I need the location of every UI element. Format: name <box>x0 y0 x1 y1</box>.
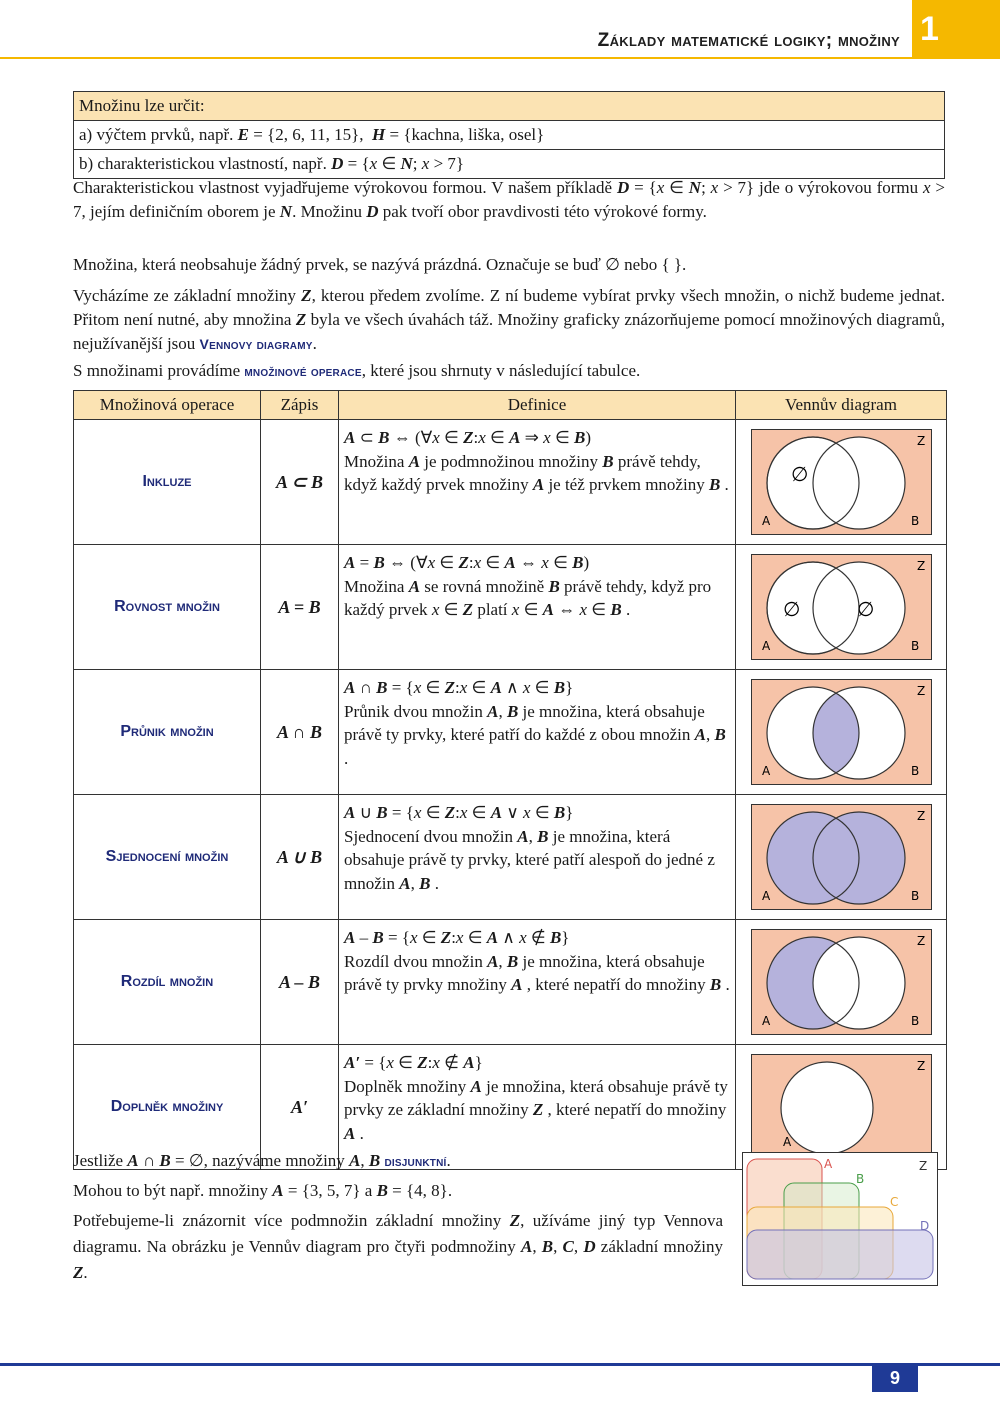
column-header-notation: Zápis <box>261 391 339 420</box>
chapter-number-badge <box>912 0 1000 59</box>
operation-symbol: A′ <box>261 1045 339 1170</box>
label-z: Z <box>916 1059 925 1073</box>
table-row <box>74 920 947 1045</box>
venn-cell <box>736 920 947 1045</box>
operation-symbol: A = B <box>261 545 339 670</box>
paragraph-disjoint: Jestliže A ∩ B = ∅, nazýváme množiny A, B disjunktní. <box>73 1151 451 1170</box>
label-z: Z <box>916 434 925 448</box>
operation-symbol: A ⊂ B <box>261 420 339 545</box>
definition-box <box>73 91 945 179</box>
footer-divider <box>0 1363 1000 1366</box>
empty-set-symbol: ∅ <box>856 597 874 621</box>
venn-cell <box>736 670 947 795</box>
venn-diagram-union <box>751 804 932 910</box>
paragraph-four-sets: Potřebujeme-li znázornit více podmnožin základní množiny Z, užíváme jiný typ Vennova diagramu. Na obrázku je Vennův diagram pro čtyři podmnožiny A, B, C, D základní množiny Z. <box>73 1211 724 1282</box>
operation-name: Doplněk množiny <box>74 1045 261 1170</box>
operation-name: Rovnost množin <box>74 545 261 670</box>
operation-definition: A ∪ B = {x ∈ Z:x ∈ A ∨ x ∈ B} Sjednocení dvou množin A, B je množina, která obsahuje právě ty prvky, které patří alespoň do jedné z množin A, B . <box>339 795 736 920</box>
venn-diagram-difference <box>751 929 932 1035</box>
definition-box-title: Množinu lze určit: <box>74 92 945 121</box>
paragraph-example: Mohou to být např. množiny A = {3, 5, 7} a B = {4, 8}. <box>73 1181 453 1200</box>
operation-definition: A ∩ B = {x ∈ Z:x ∈ A ∧ x ∈ B} Průnik dvou množin A, B je množina, která obsahuje právě ty prvky, které patří do každé z obou množin A, B . <box>339 670 736 795</box>
chapter-title: Základy matematické logiky; množiny <box>597 30 900 51</box>
paragraph-empty-set: Množina, která neobsahuje žádný prvek, se nazývá prázdná. Označuje se buď ∅ nebo { }. <box>73 255 687 274</box>
operation-definition: A = B ⇔ (∀x ∈ Z:x ∈ A ⇔ x ∈ B) Množina A se rovná množině B právě tehdy, když pro každý prvek x ∈ Z platí x ∈ A ⇔ x ∈ B . <box>339 545 736 670</box>
label-a: A <box>761 764 770 778</box>
empty-set-symbol: ∅ <box>782 597 800 621</box>
definition-row-b: b) charakteristickou vlastností, např. D = {x ∈ N; x > 7} <box>74 150 945 179</box>
label-d: D <box>920 1219 930 1233</box>
paragraph-universe: Vycházíme ze základní množiny Z, kterou předem zvolíme. Z ní budeme vybírat prvky všech množin, o nichž budeme jednat. Přitom není nutné, aby množina Z byla ve všech úvahách táž. Množiny graficky znázorňujeme pomocí množinových diagramů, nejužívanější jsou Vennovy diagramy. <box>73 286 946 353</box>
label-z: Z <box>916 684 925 698</box>
column-header-operation: Množinová operace <box>74 391 261 420</box>
operation-name: Sjednocení množin <box>74 795 261 920</box>
label-z: Z <box>916 559 925 573</box>
table-row <box>74 795 947 920</box>
chapter-number: 1 <box>920 10 939 48</box>
definition-row-a: a) výčtem prvků, např. E = {2, 6, 11, 15}, H = {kachna, liška, osel} <box>74 121 945 150</box>
label-a: A <box>824 1157 833 1171</box>
operation-definition: A′ = {x ∈ Z:x ∉ A} Doplněk množiny A je množina, která obsahuje právě ty prvky ze základní množiny Z , které nepatří do množiny A . <box>339 1045 736 1170</box>
operation-name: Inkluze <box>74 420 261 545</box>
term-set-operations: množinové operace <box>244 363 362 379</box>
table-row <box>74 670 947 795</box>
table-row <box>74 420 947 545</box>
venn-diagram-four-sets <box>742 1152 938 1286</box>
label-b: B <box>910 889 919 903</box>
venn-cell <box>736 545 947 670</box>
empty-set-symbol: ∅ <box>790 462 808 486</box>
label-z: Z <box>916 809 925 823</box>
label-a: A <box>782 1135 791 1149</box>
set-operations-table <box>73 390 947 1170</box>
operation-name: Průnik množin <box>74 670 261 795</box>
venn-cell <box>736 1045 947 1170</box>
venn-cell <box>736 795 947 920</box>
label-a: A <box>761 889 770 903</box>
label-b: B <box>856 1172 865 1186</box>
venn-cell <box>736 420 947 545</box>
paragraph-characteristic: Charakteristickou vlastnost vyjadřujeme výrokovou formou. V našem příkladě D = {x ∈ N; x > 7} jde o výrokovou formu x > 7, jejím definičním oborem je N. Množinu D pak tvoří obor pravdivosti této výrokové formy. <box>73 178 945 221</box>
term-venn-diagrams: Vennovy diagramy <box>199 336 313 352</box>
label-b: B <box>910 514 919 528</box>
venn-diagram-inclusion <box>751 429 932 535</box>
set-d-rect <box>747 1230 933 1279</box>
operation-definition: A ⊂ B ⇔ (∀x ∈ Z:x ∈ A ⇒ x ∈ B) Množina A je podmnožinou množiny B právě tehdy, když každý prvek množiny A je též prvkem množiny B . <box>339 420 736 545</box>
venn-diagram-complement <box>751 1054 932 1160</box>
operation-symbol: A ∩ B <box>261 670 339 795</box>
operation-symbol: A ∪ B <box>261 795 339 920</box>
label-z: Z <box>919 1159 928 1173</box>
operation-definition: A – B = {x ∈ Z:x ∈ A ∧ x ∉ B} Rozdíl dvou množin A, B je množina, která obsahuje právě ty prvky množiny A , které nepatří do množiny B . <box>339 920 736 1045</box>
label-a: A <box>761 639 770 653</box>
page-number: 9 <box>872 1364 918 1392</box>
set-a-circle <box>781 1062 873 1154</box>
column-header-definition: Definice <box>339 391 736 420</box>
operation-name: Rozdíl množin <box>74 920 261 1045</box>
venn-diagram-equality <box>751 554 932 660</box>
table-row <box>74 545 947 670</box>
header-divider <box>0 57 912 59</box>
label-b: B <box>910 764 919 778</box>
label-z: Z <box>916 934 925 948</box>
venn-diagram-intersection <box>751 679 932 785</box>
term-disjoint: disjunktní <box>384 1153 447 1169</box>
operation-symbol: A – B <box>261 920 339 1045</box>
label-c: C <box>890 1195 899 1209</box>
column-header-venn: Vennův diagram <box>736 391 947 420</box>
label-b: B <box>910 639 919 653</box>
paragraph-operations-intro: S množinami provádíme množinové operace, které jsou shrnuty v následující tabulce. <box>73 361 641 380</box>
label-b: B <box>910 1014 919 1028</box>
label-a: A <box>761 1014 770 1028</box>
label-a: A <box>761 514 770 528</box>
